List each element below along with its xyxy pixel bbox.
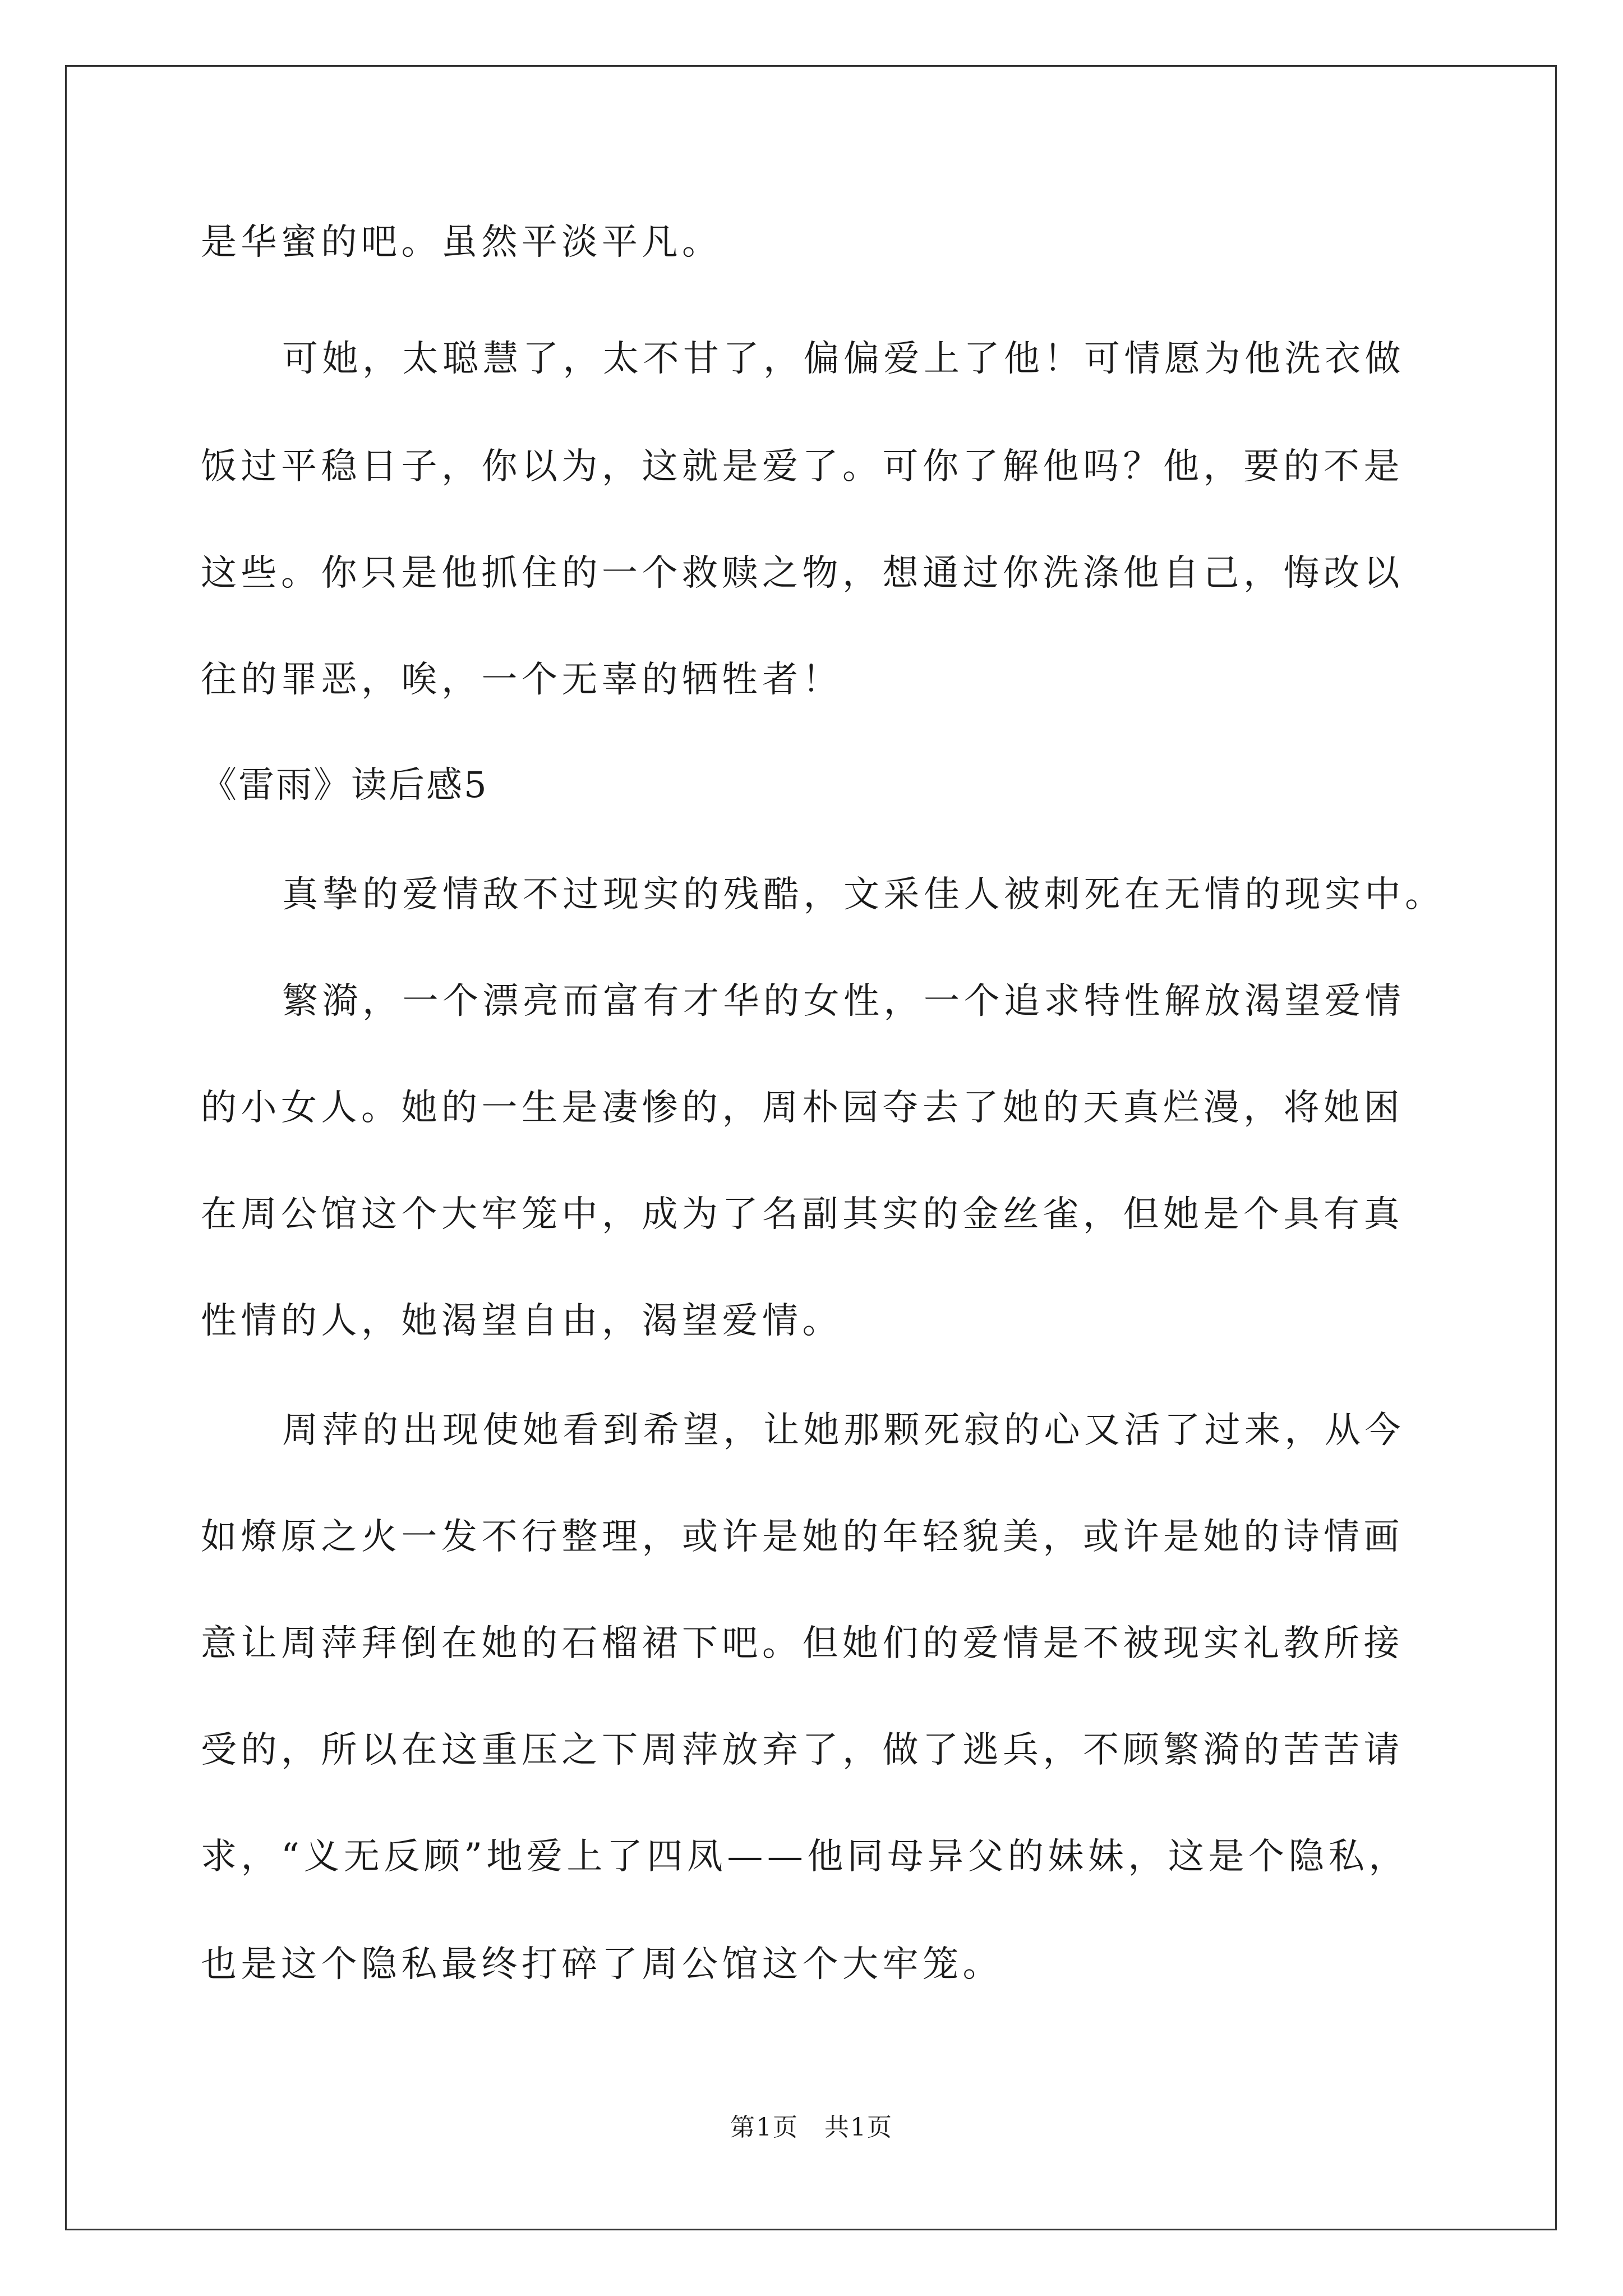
text-line-7: 真挚的爱情敌不过现实的残酷，文采佳人被刺死在无情的现实中。: [282, 874, 1445, 915]
text-line-8: 繁漪，一个漂亮而富有才华的女性，一个追求特性解放渴望爱情: [282, 981, 1405, 1022]
text-line-17: 也是这个隐私最终打碎了周公馆这个大牢笼。: [201, 1944, 1003, 1985]
page-footer: 第1页 共1页: [730, 2113, 893, 2142]
text-line-11: 性情的人，她渴望自由，渴望爱情。: [201, 1300, 842, 1342]
text-line-13: 如燎原之火一发不行整理，或许是她的年轻貌美，或许是她的诗情画: [201, 1516, 1404, 1558]
text-line-5: 往的罪恶，唉，一个无辜的牺牲者！: [201, 659, 842, 701]
text-line-4: 这些。你只是他抓住的一个救赎之物，想通过你洗涤他自己，悔改以: [201, 553, 1404, 594]
section-heading: 《雷雨》读后感5: [201, 765, 488, 806]
text-line-14: 意让周萍拜倒在她的石榴裙下吧。但她们的爱情是不被现实礼教所接: [201, 1623, 1404, 1664]
text-line-1: 是华蜜的吧。虽然平淡平凡。: [201, 222, 722, 263]
page-border: [65, 65, 1557, 2230]
text-line-2: 可她，太聪慧了，太不甘了，偏偏爱上了他！可情愿为他洗衣做: [282, 338, 1405, 380]
text-line-15: 受的，所以在这重压之下周萍放弃了，做了逃兵，不顾繁漪的苦苦请: [201, 1729, 1404, 1771]
text-line-9: 的小女人。她的一生是凄惨的，周朴园夺去了她的天真烂漫，将她困: [201, 1087, 1404, 1129]
text-line-10: 在周公馆这个大牢笼中，成为了名副其实的金丝雀，但她是个具有真: [201, 1194, 1404, 1235]
text-line-16: 求，“义无反顾”地爱上了四凤——他同母异父的妹妹，这是个隐私，: [201, 1836, 1409, 1878]
text-line-3: 饭过平稳日子，你以为，这就是爱了。可你了解他吗？他，要的不是: [201, 446, 1404, 487]
text-line-12: 周萍的出现使她看到希望，让她那颗死寂的心又活了过来，从今: [282, 1410, 1405, 1451]
